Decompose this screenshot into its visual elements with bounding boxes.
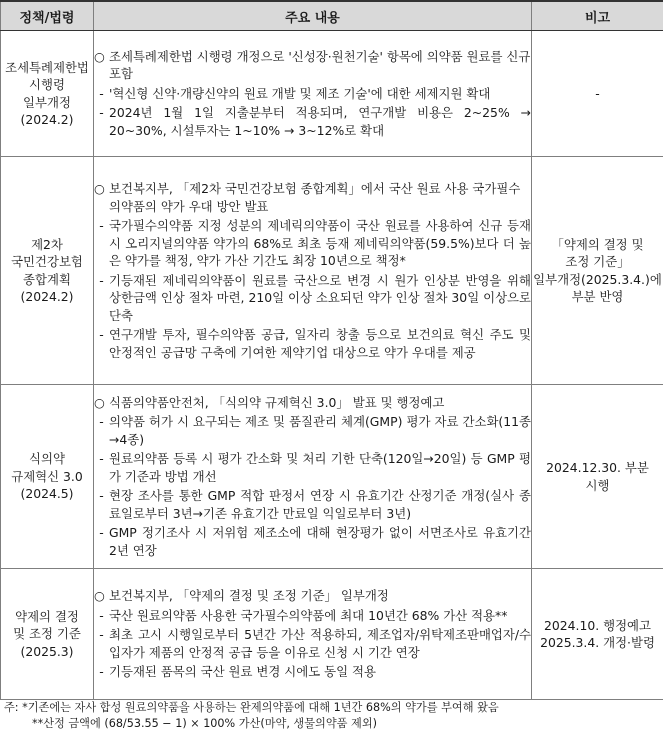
header-content: 주요 내용 xyxy=(94,1,532,31)
note-cell xyxy=(532,31,663,157)
sub-item-text: 2024년 1월 1일 지출분부터 적용되며, 연구개발 비용은 2~25% → 20~30%, 시설투자는 1~10% → 3~12%로 확대 xyxy=(109,105,531,138)
sub-item-text: 기등재된 품목의 국산 원료 변경 시에도 동일 적용 xyxy=(109,664,376,680)
dash-marker: - xyxy=(99,218,104,233)
table-row xyxy=(1,569,663,700)
sub-item-text: '혁신형 신약·개량신약의 원료 개발 및 제조 기술'에 대한 세제지원 확대 xyxy=(109,85,491,101)
table-row xyxy=(1,385,663,569)
content-cell xyxy=(94,385,532,569)
sub-item xyxy=(94,607,531,625)
sub-item xyxy=(94,413,531,448)
note-line: 일부개정(2025.3.4.)에 xyxy=(533,271,662,287)
sub-item-text: 현장 조사를 통한 GMP 적합 판정서 연장 시 유효기간 산정기준 개정(실사 종료일로부터 3년→기존 유효기간 만료일 익일로부터 3년) xyxy=(109,488,531,521)
circle-marker: ○ xyxy=(94,588,105,604)
policy-line: 일부개정 xyxy=(23,94,71,110)
content-cell xyxy=(94,157,532,385)
dash-marker: - xyxy=(99,414,104,430)
policy-line: 약제의 결정 xyxy=(15,608,79,624)
lead-item xyxy=(94,48,531,83)
sub-item-text: 국가필수의약품 지정 성분의 제네릭의약품이 국산 원료를 사용하여 신규 등재 시 오리지널의약품 약가의 68%로 최초 등재 제네릭의약품(59.5%)보다 더 높은 약가를 책정, 약가 가산 기간도 최장 10년으로 책정* xyxy=(109,218,531,268)
sub-item-text: 국산 원료의약품 사용한 국가필수의약품에 최대 10년간 68% 가산 적용** xyxy=(109,607,508,623)
footnote-line: **산정 금액에 (68/53.55 − 1) × 100% 가산(마약, 생물의약품 제외) xyxy=(32,717,378,730)
circle-marker: ○ xyxy=(94,394,105,410)
policy-cell xyxy=(1,157,94,385)
policy-line: 조세특례제한법 xyxy=(5,59,89,75)
note-line: 「약제의 결정 및 xyxy=(551,236,644,252)
policy-line: 및 조정 기준 xyxy=(13,626,81,642)
note-line: 2024.12.30. 부분 xyxy=(546,460,649,475)
table-header-row xyxy=(1,1,663,31)
table-row xyxy=(1,31,663,157)
policy-line: 종합계획 xyxy=(23,271,71,287)
sub-item xyxy=(94,450,531,485)
note-line: - xyxy=(595,85,600,101)
content-cell xyxy=(94,569,532,700)
sub-item xyxy=(94,217,531,270)
lead-item xyxy=(94,587,531,605)
dash-marker: - xyxy=(99,525,104,541)
policy-cell xyxy=(1,569,94,700)
circle-marker: ○ xyxy=(94,48,105,64)
sub-item xyxy=(94,626,531,661)
policy-line: 제2차 xyxy=(31,236,63,252)
lead-text: 식품의약품안전처, 「식의약 규제혁신 3.0」 발표 및 행정예고 xyxy=(109,394,445,410)
dash-marker: - xyxy=(99,85,104,101)
sub-item-text: GMP 정기조사 시 저위험 제조소에 대해 현장평가 없이 서면조사로 유효기간 2년 연장 xyxy=(109,525,531,558)
sub-item xyxy=(94,104,531,139)
note-line: 2024.10. 행정예고 xyxy=(544,617,651,633)
dash-marker: - xyxy=(99,105,104,121)
dash-marker: - xyxy=(99,272,104,288)
header-note: 비고 xyxy=(532,1,663,31)
sub-item-text: 기등재된 제네릭의약품이 원료를 국산으로 변경 시 원가 인상분 반영을 위해 상한금액 인상 절차 마련, 210일 이상 소요되던 약가 인상 절차 30일 이상으로 단축 xyxy=(109,272,531,323)
table-row xyxy=(1,157,663,385)
policy-line: 국민건강보험 xyxy=(11,254,83,269)
dash-marker: - xyxy=(99,664,104,680)
sub-item xyxy=(94,524,531,559)
lead-text: 조세특례제한법 시행령 개정으로 '신성장·원천기술' 항목에 의약품 원료를 신규 포함 xyxy=(109,48,531,82)
footnotes xyxy=(4,700,499,732)
sub-item xyxy=(94,272,531,325)
sub-item xyxy=(94,326,531,361)
policy-cell xyxy=(1,385,94,569)
sub-item xyxy=(94,663,531,681)
policy-line: 식의약 xyxy=(29,451,65,467)
policy-line: 시행령 xyxy=(29,77,65,92)
sub-item-text: 최초 고시 시행일로부터 5년간 가산 적용하되, 제조업자/위탁제조판매업자/수입자가 제품의 안정적 공급 등을 이유로 신청 시 기간 연장 xyxy=(109,627,531,660)
policy-line: (2024.5) xyxy=(20,486,74,502)
header-policy: 정책/법령 xyxy=(1,1,94,31)
note-line: 조정 기준」 xyxy=(565,254,630,269)
note-line: 2025.3.4. 개정·발령 xyxy=(540,635,655,650)
policy-line: (2024.2) xyxy=(20,112,74,127)
dash-marker: - xyxy=(99,607,104,623)
sub-item-text: 의약품 허가 시 요구되는 제조 및 품질관리 체계(GMP) 평가 자료 간소화(11종→4종) xyxy=(109,414,531,447)
sub-item-text: 원료의약품 등록 시 평가 간소화 및 처리 기한 단축(120일→20일) 등 GMP 평가 기준과 방법 개선 xyxy=(109,451,531,484)
dash-marker: - xyxy=(99,627,104,643)
footnote-line: 주: *기존에는 자사 합성 원료의약품을 사용하는 완제의약품에 대해 1년간 68%의 약가를 부여해 왔음 xyxy=(4,701,499,714)
policy-line: 규제혁신 3.0 xyxy=(11,468,83,484)
lead-item xyxy=(94,180,531,215)
note-cell xyxy=(532,157,663,385)
note-cell xyxy=(532,385,663,569)
lead-text: 보건복지부, 「제2차 국민건강보험 종합계획」에서 국산 원료 사용 국가필수의약품의 약가 우대 방안 발표 xyxy=(109,181,521,214)
dash-marker: - xyxy=(99,488,104,504)
lead-item xyxy=(94,394,531,412)
dash-marker: - xyxy=(99,327,104,342)
note-line: 부분 반영 xyxy=(571,289,624,304)
sub-item xyxy=(94,85,531,103)
sub-item-text: 연구개발 투자, 필수의약품 공급, 일자리 창출 등으로 보건의료 혁신 주도 및 안정적인 공급망 구축에 기여한 제약기업 대상으로 약가 우대를 제공 xyxy=(109,327,531,360)
content-cell xyxy=(94,31,532,157)
note-cell xyxy=(532,569,663,700)
sub-item xyxy=(94,487,531,522)
policy-line: (2024.2) xyxy=(20,289,74,304)
policy-cell xyxy=(1,31,94,157)
policy-line: (2025.3) xyxy=(20,643,74,659)
lead-text: 보건복지부, 「약제의 결정 및 조정 기준」 일부개정 xyxy=(109,588,389,604)
note-line: 시행 xyxy=(585,477,610,493)
dash-marker: - xyxy=(99,451,104,467)
circle-marker: ○ xyxy=(94,181,105,196)
